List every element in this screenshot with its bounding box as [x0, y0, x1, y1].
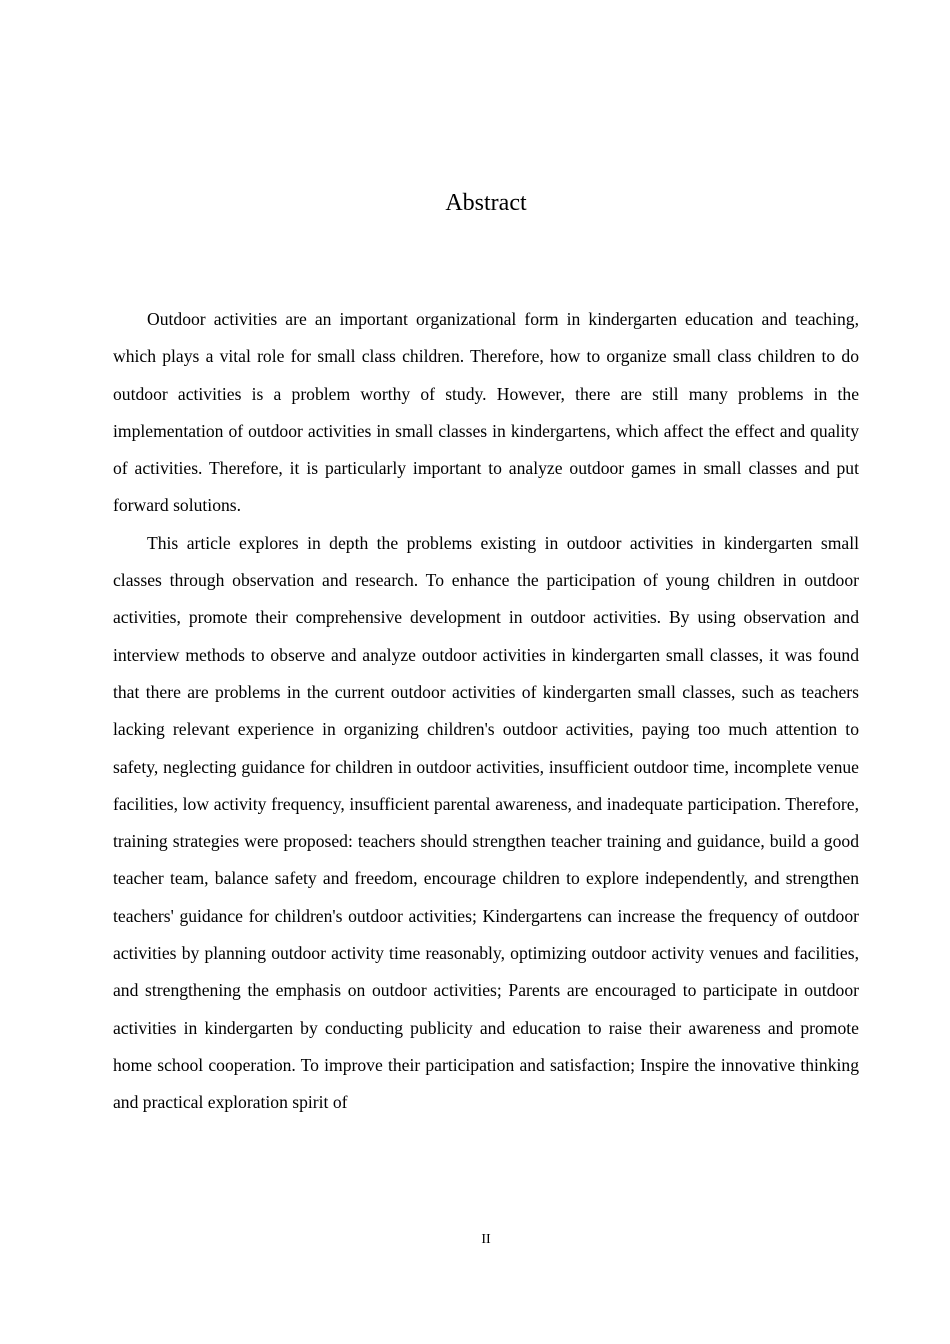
page-number: II	[481, 1232, 491, 1247]
paragraph-2: This article explores in depth the problems existing in outdoor activities in kindergarten small classes through observation and research. To enhance the participation of young children in outdoor activities, promote their comprehensive development in outdoor activities. By using observation and interview methods to observe and analyze outdoor activities in kindergarten small classes, it was found that there are problems in the current outdoor activities of kindergarten small classes, such as teachers lacking relevant experience in organizing children's outdoor activities, paying too much attention to safety, neglecting guidance for children in outdoor activities, insufficient outdoor time, incomplete venue facilities, low activity frequency, insufficient parental awareness, and inadequate participation. Therefore, training strategies were proposed: teachers should strengthen teacher training and guidance, build a good teacher team, balance safety and freedom, encourage children to explore independently, and strengthen teachers' guidance for children's outdoor activities; Kindergartens can increase the frequency of outdoor activities by planning outdoor activity time reasonably, optimizing outdoor activity venues and facilities, and strengthening the emphasis on outdoor activities; Parents are encouraged to participate in outdoor activities in kindergarten by conducting publicity and education to raise their awareness and promote home school cooperation. To improve their participation and satisfaction; Inspire the innovative thinking and practical exploration spirit of	[113, 532, 859, 1113]
page-title: Abstract	[445, 190, 527, 216]
paragraph-1: Outdoor activities are an important organizational form in kindergarten education and teaching, which plays a vital role for small class children. Therefore, how to organize small class children to do outdoor activities is a problem worthy of study. However, there are still many problems in the implementation of outdoor activities in small classes in kindergartens, which affect the effect and quality of activities. Therefore, it is particularly important to analyze outdoor games in small classes and put forward solutions.	[113, 309, 859, 516]
abstract-body	[113, 301, 859, 1122]
